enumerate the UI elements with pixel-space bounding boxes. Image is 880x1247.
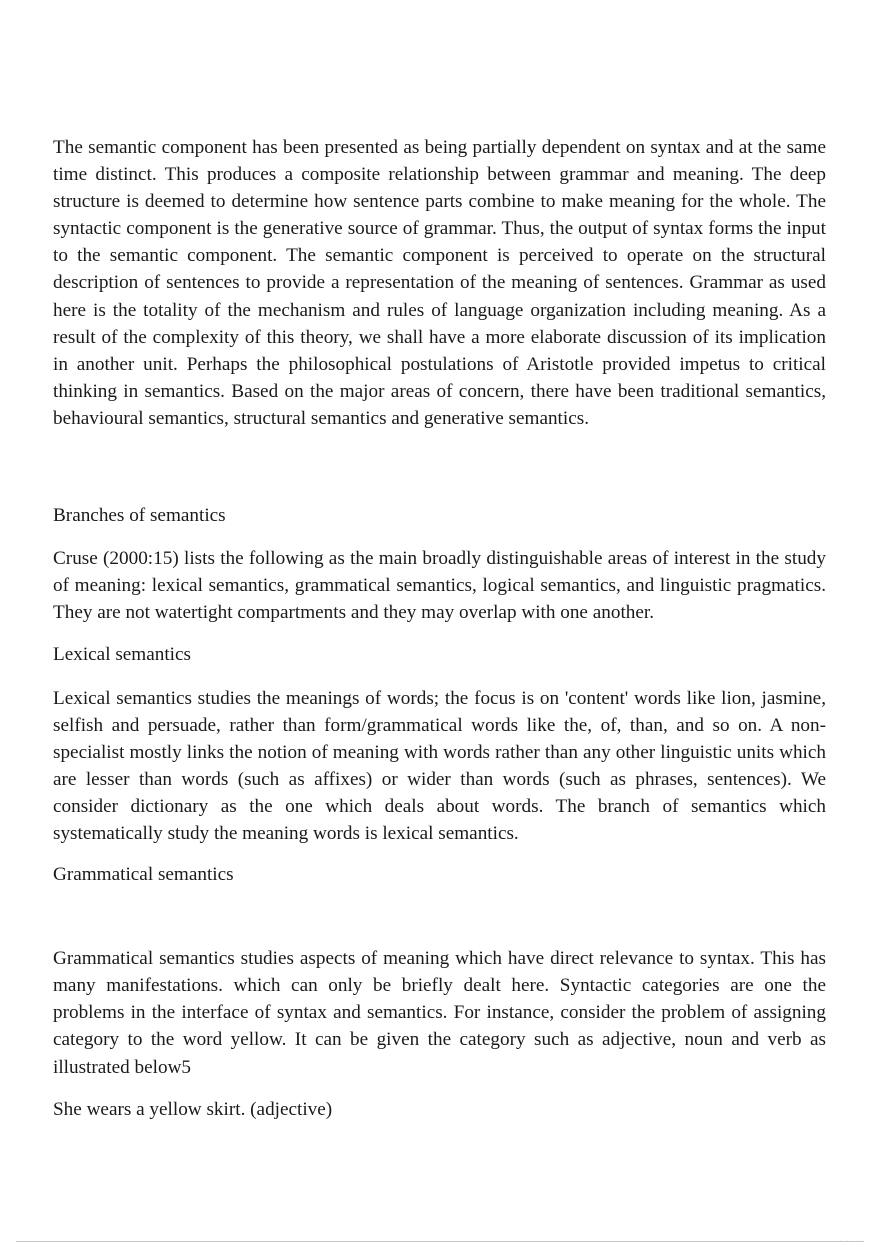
paragraph-semantic-component: The semantic component has been presented as being partially dependent on syntax and at the same time distinct. This produces a composite relationship between grammar and meaning. The deep structure is deemed to determine how sentence parts combine to make meaning for the whole. The syntactic component is the generative source of grammar. Thus, the output of syntax forms the input to the semantic component. The semantic component is perceived to operate on the structural description of sentences to provide a representation of the meaning of sentences. Grammar as used here is the totality of the mechanism and rules of language organization including meaning. As a result of the complexity of this theory, we shall have a more elaborate discussion of its implication in another unit. Perhaps the philosophical postulations of Aristotle provided impetus to critical thinking in semantics. Based on the major areas of concern, there have been traditional semantics, behavioural semantics, structural semantics and generative semantics. [53, 137, 826, 429]
example-sentence: She wears a yellow skirt. (adjective) [53, 1098, 333, 1120]
paragraph-grammatical-semantics: Grammatical semantics studies aspects of meaning which have direct relevance to syntax. This has many manifestations. which can only be briefly dealt here. Syntactic categories are one the problems in the interface of syntax and semantics. For instance, consider the problem of assigning category to the word yellow. It can be given the category such as adjective, noun and verb as illustrated below5 [53, 948, 826, 1078]
paragraph-cruse-areas: Cruse (2000:15) lists the following as the main broadly distinguishable areas of interest in the study of meaning: lexical semantics, grammatical semantics, logical semantics, and linguistic pragmatics. They are not watertight compartments and they may overlap with one another. [53, 548, 826, 624]
paragraph-lexical-semantics: Lexical semantics studies the meanings of words; the focus is on 'content' words like lion, jasmine, selfish and persuade, rather than form/grammatical words like the, of, than, and so on. A non-specialist mostly links the notion of meaning with words rather than any other linguistic units which are lesser than words (such as affixes) or wider than words (such as phrases, sentences). We consider dictionary as the one which deals about words. The branch of semantics which systematically study the meaning words is lexical semantics. [53, 687, 826, 844]
heading-grammatical-semantics: Grammatical semantics [53, 864, 234, 886]
footer-divider [16, 1241, 864, 1242]
heading-lexical-semantics: Lexical semantics [53, 644, 191, 666]
document-page [53, 134, 826, 1123]
footer-watermark: · · · · · [839, 1238, 866, 1245]
heading-branches-of-semantics: Branches of semantics [53, 505, 226, 527]
